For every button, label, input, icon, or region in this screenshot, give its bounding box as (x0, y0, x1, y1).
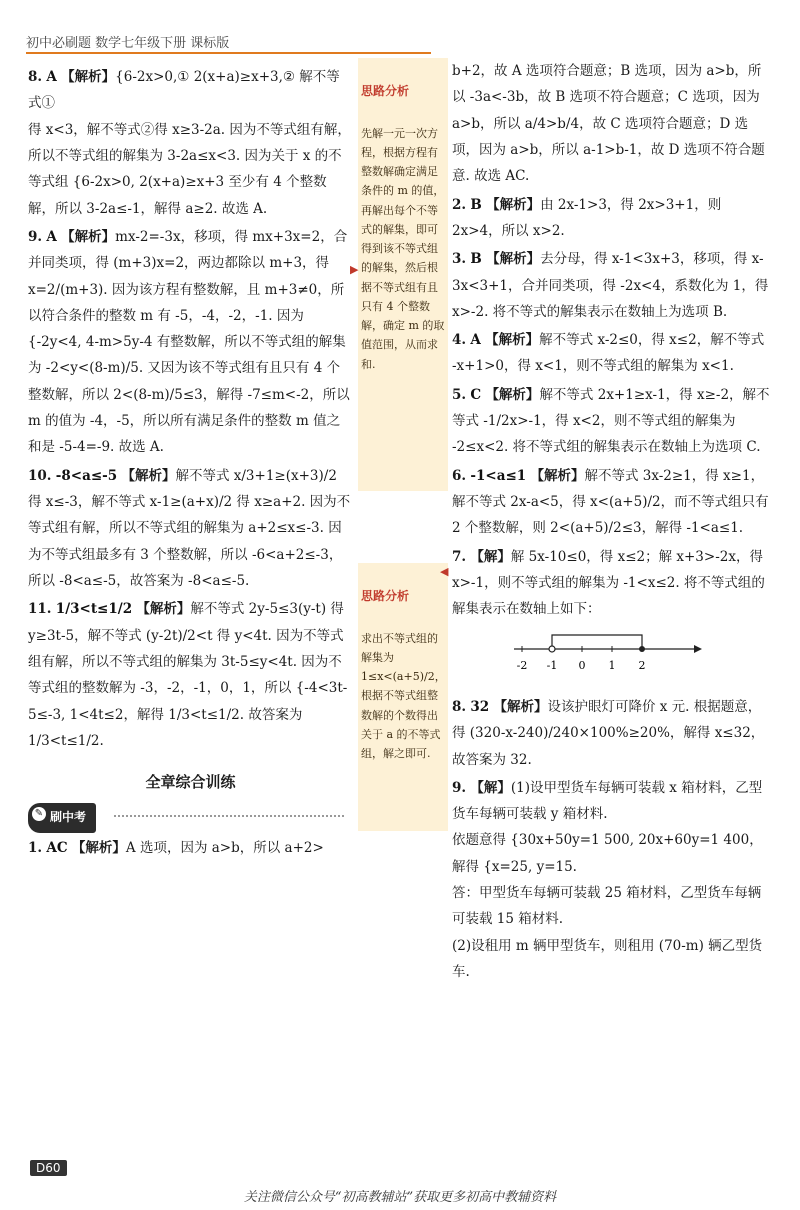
item-number: 7. (452, 548, 467, 565)
item-answer: A (46, 228, 57, 245)
item-answer: 1/3<t≤1/2 (55, 601, 133, 618)
item-body: 解不等式 3x-2≥1，得 x≥1，解不等式 2x-a<5，得 x<(a+5)/2，而不等式组只有 2 个整数解，则 2<(a+5)/2≤3，解得 -1<a≤1. (452, 467, 769, 537)
tick-label: -1 (546, 658, 558, 672)
item-body: mx-2=-3x，移项，得 mx+3x=2，合并同类项，得 (m+3)x=2，两边都除以 m+3，得 x=2/(m+3). 因为该方程有整数解，且 m+3≠0，所以符合条件的整数 m 有 -5，-4，-2，-1. 因为 {-2y<4, 4-m>5y-4 有整数解，所以不等式组的解集为 -2<y<(8-m)/5. 又因为该不等式组有且只有 4 个整数解，所以 2<(8-m)/5≤3，解得 -7≤m<-2，所以 m 的值为 -4，-5，所以所有满足条件的整数 m 值之和是 -5-4=-9. 故选 A. (28, 228, 350, 456)
analysis-box-1 (358, 58, 448, 491)
item-tag: 【解析】 (485, 332, 540, 349)
item-answer: 32 (470, 698, 490, 715)
header-rule (26, 52, 431, 54)
item-body: b+2，故 A 选项符合题意；B 选项，因为 a>b，所以 -3a<-3b，故 B 选项不符合题意；C 选项，因为 a>b，所以 a/4>b/4，故 C 选项符合题意；D 选项，因为 a>b，所以 a-1>b-1，故 D 选项不符合题意. 故选 AC. (452, 63, 765, 185)
item-body: 解不等式 x-2≤0，得 x≤2，解不等式 -x+1>0，得 x<1，则不等式组的解集为 x<1. (452, 332, 765, 375)
item-body: 解 5x-10≤0，得 x≤2；解 x+3>-2x，得 x>-1，则不等式组的解集为 -1<x≤2. 将不等式组的解集表示在数轴上如下： (452, 548, 765, 618)
page-header: 初中必刷题 数学七年级下册 课标版 (26, 36, 230, 51)
item-answer: -1<a≤1 (470, 467, 527, 484)
answer-item (28, 224, 353, 461)
solution-bracket (552, 635, 642, 649)
item-number: 8. (452, 698, 467, 715)
right-column (452, 58, 772, 987)
item-tag: 【解析】 (136, 601, 191, 618)
item-number: 11. (28, 601, 52, 618)
answer-item (452, 382, 772, 461)
item-body: (1)设甲型货车每辆可装载 x 箱材料，乙型货车每辆可装载 y 箱材料. 依题意得 {30x+50y=1 500, 20x+60y=1 400，解得 {x=25, y=15. 答：甲型货车每辆可装载 25 箱材料，乙型货车每辆可装载 15 箱材料. (2)设租用 m 辆甲型货车，则租用 (70-m) 辆乙型货车. (452, 779, 763, 980)
item-number: 5. (452, 386, 467, 403)
item-tag: 【解析】 (61, 69, 116, 85)
item-tag: 【解】 (470, 779, 511, 796)
item-tag: 【解析】 (530, 467, 585, 484)
item-tag: 【解析】 (493, 698, 548, 715)
item-number: 1. (28, 840, 43, 857)
item-body: 设该护眼灯可降价 x 元. 根据题意，得 (320-x-240)/240×100%≥20%，解得 x≤32，故答案为 32. (452, 698, 765, 768)
answer-item (28, 64, 353, 222)
answer-item (452, 775, 772, 986)
item-body: 解不等式 2x+1≥x-1，得 x≥-2，解不等式 -1/2x>-1，得 x<2，则不等式组的解集为 -2≤x<2. 将不等式组的解集表示在数轴上为选项 C. (452, 386, 770, 456)
answer-item (452, 58, 772, 190)
item-tag: 【解析】 (121, 467, 176, 484)
answer-item (452, 192, 772, 245)
item-number: 8. (28, 69, 43, 85)
answer-item (452, 246, 772, 325)
tick-label: 0 (578, 658, 586, 672)
pencil-icon: ✎ (32, 807, 46, 821)
analysis-text: 求出不等式组的解集为 1≤x<(a+5)/2，根据不等式组整数解的个数得出关于 a 的不等式组，解之即可. (361, 631, 446, 760)
footer-note: 关注微信公众号“初高教辅站”获取更多初高中教辅资料 (243, 1190, 557, 1205)
answer-item (452, 544, 772, 623)
analysis-box-2 (358, 563, 448, 831)
item-number: 10. (28, 467, 52, 484)
item-body: 解不等式 x/3+1≥(x+3)/2 得 x≤-3，解不等式 x-1≥(a+x)/2 得 x≥a+2. 因为不等式组有解，所以不等式组的解集为 a+2≤x≤-3. 因为不等式组最多有 3 个整数解，所以 -6<a+2≤-3，所以 -8<a≤-5，故答案为 -8<a≤-5. (28, 467, 351, 589)
item-number: 3. (452, 251, 467, 268)
item-tag: 【解析】 (486, 251, 541, 268)
item-tag: 【解析】 (71, 840, 126, 857)
arrow-right-icon: ▶ (350, 263, 359, 276)
item-number: 4. (452, 332, 467, 349)
item-answer: A (470, 332, 481, 349)
badge-row (28, 803, 353, 829)
item-body: 去分母，得 x-1<3x+3，移项，得 x-3x<3+1，合并同类项，得 -2x<4，系数化为 1，得 x>-2. 将不等式的解集表示在数轴上为选项 B. (452, 251, 769, 320)
item-tag: 【解析】 (486, 196, 541, 213)
answer-item (28, 835, 353, 861)
item-answer: B (470, 251, 482, 268)
axis-arrow (694, 645, 702, 653)
arrow-left-icon: ◀ (440, 565, 449, 578)
analysis-text: 先解一元一次方程，根据方程有整数解确定满足条件的 m 的值，再解出每个不等式的解集，即可得到该不等式组的解集，然后根据不等式组有且只有 4 个整数解，确定 m 的取值范围，从而求和. (361, 126, 445, 371)
section-title: 全章综合训练 (145, 773, 236, 792)
item-number: 9. (452, 779, 467, 796)
left-column (28, 64, 353, 864)
item-body: 由 2x-1>3，得 2x>3+1，则 2x>4，所以 x>2. (452, 196, 722, 239)
answer-item (28, 596, 353, 754)
answer-item (452, 694, 772, 773)
item-body: {6-2x>0,① 2(x+a)≥x+3,② 解不等式① 得 x<3，解不等式②得 x≥3-2a. 因为不等式组有解，所以不等式组的解集为 3-2a≤x<3. 因为关于 x 的不等式组 {6-2x>0, 2(x+a)≥x+3 至少有 4 个整数解，所以 3-2a≤-1，解得 a≥2. 故选 A. (28, 69, 351, 217)
tick-label: 2 (638, 658, 646, 672)
exam-badge (28, 803, 96, 832)
page-number: D60 (30, 1160, 67, 1176)
item-tag: 【解】 (470, 548, 511, 565)
dotted-divider (114, 815, 344, 817)
analysis-heading: 思路分析 (361, 84, 410, 99)
sidebar (350, 58, 449, 1158)
item-answer: A (46, 69, 57, 85)
item-tag: 【解析】 (61, 228, 116, 245)
closed-endpoint (639, 646, 645, 652)
item-number: 2. (452, 196, 467, 213)
open-endpoint (549, 646, 555, 652)
tick-label: 1 (608, 658, 616, 672)
item-answer: B (470, 196, 482, 213)
item-body: A 选项，因为 a>b，所以 a+2> (125, 840, 324, 857)
item-body: 解不等式 2y-5≤3(y-t) 得 y≥3t-5，解不等式 (y-2t)/2<t 得 y<4t. 因为不等式组有解，所以不等式组的解集为 3t-5≤y<4t. 因为不等式组的整数解为 -3，-2，-1，0，1，所以 {-4<3t-5≤-3, 1<4t≤2，解得 1/3<t≤1/2. 故答案为 1/3<t≤1/2. (28, 601, 348, 749)
item-answer: C (470, 386, 482, 403)
answer-item (28, 463, 353, 595)
item-tag: 【解析】 (485, 386, 540, 403)
number-line (512, 631, 702, 677)
answer-item (452, 327, 772, 380)
item-answer: -8<a≤-5 (55, 467, 118, 484)
answer-item (452, 463, 772, 542)
analysis-heading: 思路分析 (361, 589, 410, 604)
tick-label: -2 (516, 658, 528, 672)
badge-label: 刷中考 (50, 810, 87, 825)
item-number: 6. (452, 467, 467, 484)
item-answer: AC (46, 840, 68, 857)
item-number: 9. (28, 228, 43, 245)
